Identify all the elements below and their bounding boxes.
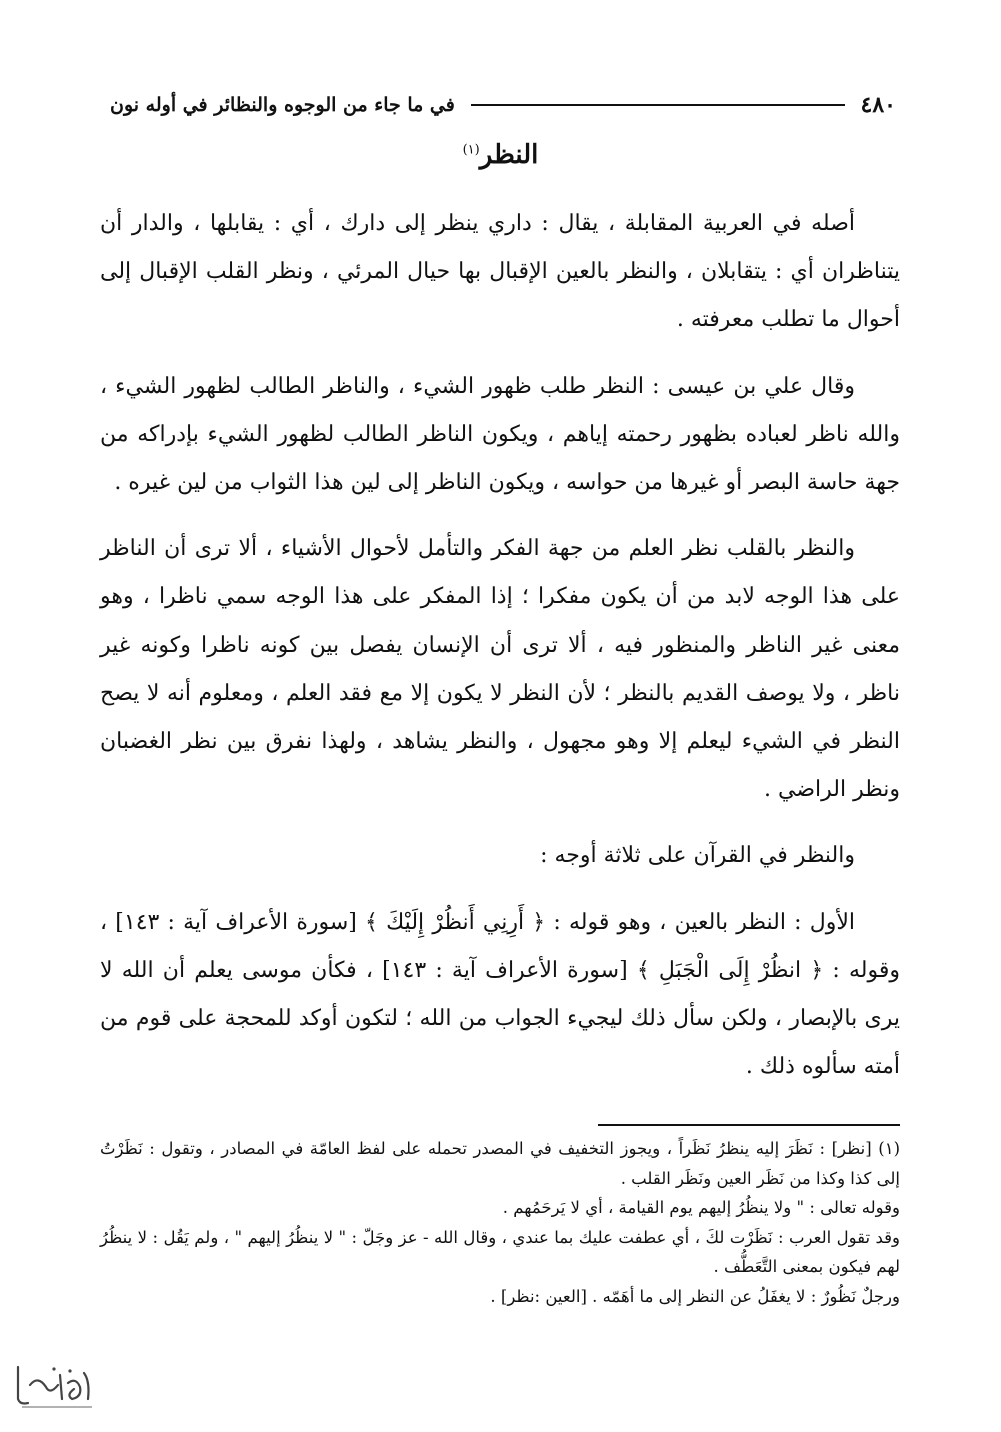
footnote-line: (١) [نظر] : نَظَرَ إليه ينظرُ نَظَراً ، ويجوز التخفيف في المصدر تحمله على لفظ العامّة في المصادر ، وتقول : نَظَرْتُ إلى كذا وكذا من نَظَر العين ونَظَر القلب .: [100, 1139, 900, 1188]
watermark-logo: [10, 1355, 100, 1415]
section-title: [0, 140, 1001, 170]
footnote-line: وقد تقول العرب : نَظَرْت لكَ ، أي عطفت عليك بما عندي ، وقال الله - عز وجَلّ : " لا ينظُرُ إليهم " ، ولم يَقُل : لا ينظُرُ لهم فيكون بمعنى التَّعَطُّف .: [100, 1227, 900, 1276]
footnote-line: ورجلٌ نَظُورٌ : لا يغفَلُ عن النظر إلى ما أهَمّه . [العين :نظر] .: [490, 1286, 900, 1306]
header-rule: [471, 104, 845, 106]
paragraph-origin: أصله في العربية المقابلة ، يقال : داري ينظر إلى دارك ، أي : يقابلها ، والدار أن يتناظران أي : يتقابلان ، والنظر بالعين الإقبال بها حيال المرئي ، ونظر القلب الإقبال إلى أحوال ما تطلب معرفته .: [100, 211, 900, 333]
main-text: [100, 200, 900, 1109]
footnote-line: وقوله تعالى : " ولا ينظُرُ إليهم يوم القيامة ، أي لا يَرحَمُهم .: [502, 1198, 900, 1217]
paragraph-quran-senses: والنظر في القرآن على ثلاثة أوجه :: [540, 843, 855, 869]
footnotes: [100, 1134, 900, 1311]
running-title: في ما جاء من الوجوه والنظائر في أوله نون: [110, 94, 455, 116]
page-number: ٤٨٠: [860, 92, 896, 118]
footnote-marker: (١): [462, 142, 480, 158]
paragraph-heart-sight: والنظر بالقلب نظر العلم من جهة الفكر والتأمل لأحوال الأشياء ، ألا ترى أن الناظر على هذا الوجه لابد من أن يكون مفكرا ؛ إذا المفكر على هذا الوجه سمي ناظرا ، وهو معنى غير الناظر والمنظور فيه ، ألا ترى أن الإنسان يفصل بين كونه ناظرا وكونه غير ناظر ، ولا يوصف القديم بالنظر ؛ لأن النظر لا يكون إلا مع فقد العلم ، ومعلوم أنه لا يصح النظر في الشيء ليعلم إلا وهو مجهول ، والنظر يشاهد ، ولهذا نفرق بين نظر الغضبان ونظر الراضي .: [100, 536, 900, 803]
section-title-text: النظر: [479, 140, 539, 170]
paragraph-ali-ibn-isa: وقال علي بن عيسى : النظر طلب ظهور الشيء ، والناظر الطالب لظهور الشيء ، والله ناظر لعباده بظهور رحمته إياهم ، ويكون الناظر الطالب لظهور الشيء بإدراكه من جهة حاسة البصر أو غيرها من حواسه ، ويكون الناظر إلى لين هذا الثواب من لين غيره .: [100, 373, 900, 496]
paragraph-first-sense: الأول : النظر بالعين ، وهو قوله : ﴿ أَرِنِي أَنظُرْ إِلَيْكَ ﴾ [سورة الأعراف آية : ١٤٣] ، وقوله : ﴿ انظُرْ إِلَى الْجَبَلِ ﴾ [سورة الأعراف آية : ١٤٣] ، فكأن موسى يعلم أن الله لا يرى بالإبصار ، ولكن سأل ذلك ليجيء الجواب من الله ؛ لتكون أوكد للمحجة على قوم من أمته سألوه ذلك .: [100, 909, 900, 1080]
footnote-rule: [598, 1124, 900, 1126]
page-header: [110, 88, 896, 122]
